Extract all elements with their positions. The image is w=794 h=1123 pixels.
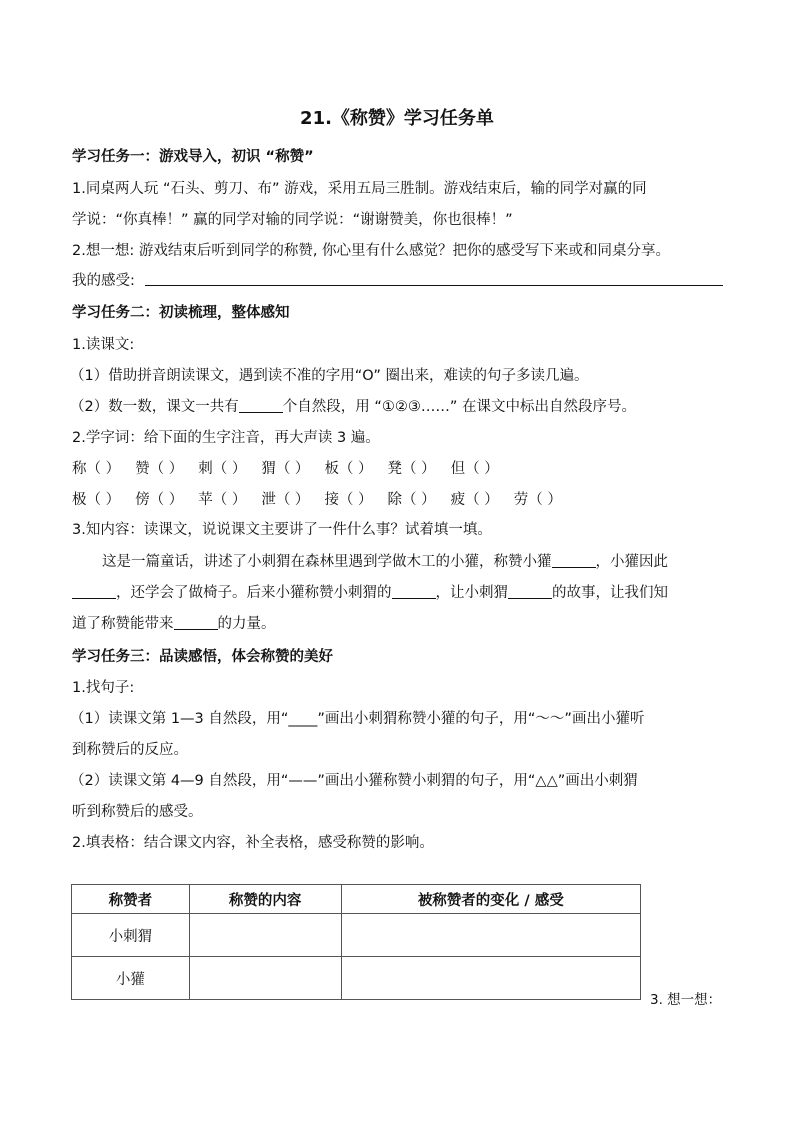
task2-sub1: （1）借助拼音朗读课文，遇到读不准的字用“O” 圈出来，难读的句子多读几遍。 bbox=[70, 368, 589, 384]
fill-text: 道了称赞能带来 bbox=[72, 616, 174, 632]
task3-sub1-line1: （1）读课文第 1—3 自然段，用“____”画出小刺猬称赞小獾的句子，用“～～”画出小獾听 bbox=[70, 711, 645, 727]
task1-item2: 2.想一想: 游戏结束后听到同学的称赞, 你心里有什么感觉？把你的感受写下来或和同桌分享。 bbox=[72, 243, 671, 259]
fill-line-2 bbox=[72, 581, 668, 602]
char-item: 劳（ ） bbox=[513, 492, 562, 508]
table-row bbox=[72, 957, 641, 1000]
char-item: 泄（ ） bbox=[261, 492, 310, 508]
task2-item1: 1.读课文: bbox=[72, 337, 135, 353]
table-cell-answer[interactable] bbox=[189, 957, 341, 1000]
char-item: 接（ ） bbox=[324, 492, 373, 508]
table-cell-answer[interactable] bbox=[341, 914, 640, 957]
fill-line-1 bbox=[102, 550, 668, 571]
table-row bbox=[72, 914, 641, 957]
table-header: 称赞的内容 bbox=[189, 885, 341, 914]
task3-item3: 3. 想一想： bbox=[650, 992, 722, 1008]
char-item: 称（ ） bbox=[72, 461, 121, 477]
table-cell: 小刺猬 bbox=[72, 914, 190, 957]
task2-sub2-after: 个自然段，用 “①②③……” 在课文中标出自然段序号。 bbox=[282, 399, 636, 415]
page-title: 21.《称赞》学习任务单 bbox=[300, 108, 494, 129]
task1-heading: 学习任务一：游戏导入，初识 “称赞” bbox=[72, 149, 314, 165]
char-item: 疲（ ） bbox=[450, 492, 499, 508]
table-header: 被称赞者的变化 / 感受 bbox=[341, 885, 640, 914]
fill-blank[interactable] bbox=[174, 615, 218, 630]
fill-blank[interactable] bbox=[72, 584, 116, 599]
task2-heading: 学习任务二：初读梳理，整体感知 bbox=[72, 305, 290, 321]
task3-sub2-line2: 听到称赞后的感受。 bbox=[72, 804, 203, 820]
fill-text: 的故事，让我们知 bbox=[552, 585, 668, 601]
fill-text: ，让小刺猬 bbox=[435, 585, 508, 601]
fill-line-3 bbox=[72, 612, 276, 633]
char-item: 凳（ ） bbox=[387, 461, 436, 477]
char-item: 极（ ） bbox=[72, 492, 121, 508]
table-header: 称赞者 bbox=[72, 885, 190, 914]
task3-sub2-line1: （2）读课文第 4—9 自然段，用“——”画出小獾称赞小刺猬的句子，用“△△”画出小刺猬 bbox=[70, 773, 638, 789]
fill-blank[interactable] bbox=[392, 584, 436, 599]
task3-item1: 1.找句子: bbox=[72, 680, 135, 696]
task2-sub2 bbox=[70, 395, 636, 416]
fill-blank[interactable] bbox=[552, 553, 596, 568]
table-header-row bbox=[72, 885, 641, 914]
feeling-answer-line[interactable] bbox=[145, 285, 723, 286]
char-item: 傍（ ） bbox=[135, 492, 184, 508]
fill-text: ，还学会了做椅子。后来小獾称赞小刺猬的 bbox=[116, 585, 392, 601]
table-cell-answer[interactable] bbox=[341, 957, 640, 1000]
char-item: 赞（ ） bbox=[135, 461, 184, 477]
paragraph-count-blank[interactable] bbox=[239, 398, 283, 413]
fill-text: 这是一篇童话，讲述了小刺猬在森林里遇到学做木工的小獾，称赞小獾 bbox=[102, 554, 552, 570]
task3-item2: 2.填表格：结合课文内容，补全表格，感受称赞的影响。 bbox=[72, 835, 434, 851]
feeling-label: 我的感受: bbox=[72, 273, 135, 289]
table-cell-answer[interactable] bbox=[189, 914, 341, 957]
fill-blank[interactable] bbox=[508, 584, 552, 599]
task1-item1-line1: 1.同桌两人玩 “石头、剪刀、布” 游戏，采用五局三胜制。游戏结束后，输的同学对赢的同 bbox=[72, 181, 647, 197]
fill-text: ，小獾因此 bbox=[595, 554, 668, 570]
char-row-1 bbox=[72, 457, 514, 478]
table-cell: 小獾 bbox=[72, 957, 190, 1000]
fill-text: 的力量。 bbox=[217, 616, 276, 632]
char-item: 板（ ） bbox=[324, 461, 373, 477]
char-item: 刺（ ） bbox=[198, 461, 247, 477]
task2-item3: 3.知内容：读课文，说说课文主要讲了一件什么事？试着填一填。 bbox=[72, 522, 492, 538]
char-item: 除（ ） bbox=[387, 492, 436, 508]
char-row-2 bbox=[72, 488, 577, 509]
char-item: 苹（ ） bbox=[198, 492, 247, 508]
char-item: 但（ ） bbox=[450, 461, 499, 477]
task2-item2: 2.学字词：给下面的生字注音，再大声读 3 遍。 bbox=[72, 430, 380, 446]
task1-item1-line2: 学说：“你真棒！” 赢的同学对输的同学说：“谢谢赞美，你也很棒！” bbox=[72, 212, 513, 228]
task2-sub2-before: （2）数一数，课文一共有 bbox=[70, 399, 239, 415]
task3-sub1-line2: 到称赞后的反应。 bbox=[72, 742, 188, 758]
task3-heading: 学习任务三：品读感悟，体会称赞的美好 bbox=[72, 649, 333, 665]
praise-table bbox=[71, 884, 641, 1000]
char-item: 猬（ ） bbox=[261, 461, 310, 477]
